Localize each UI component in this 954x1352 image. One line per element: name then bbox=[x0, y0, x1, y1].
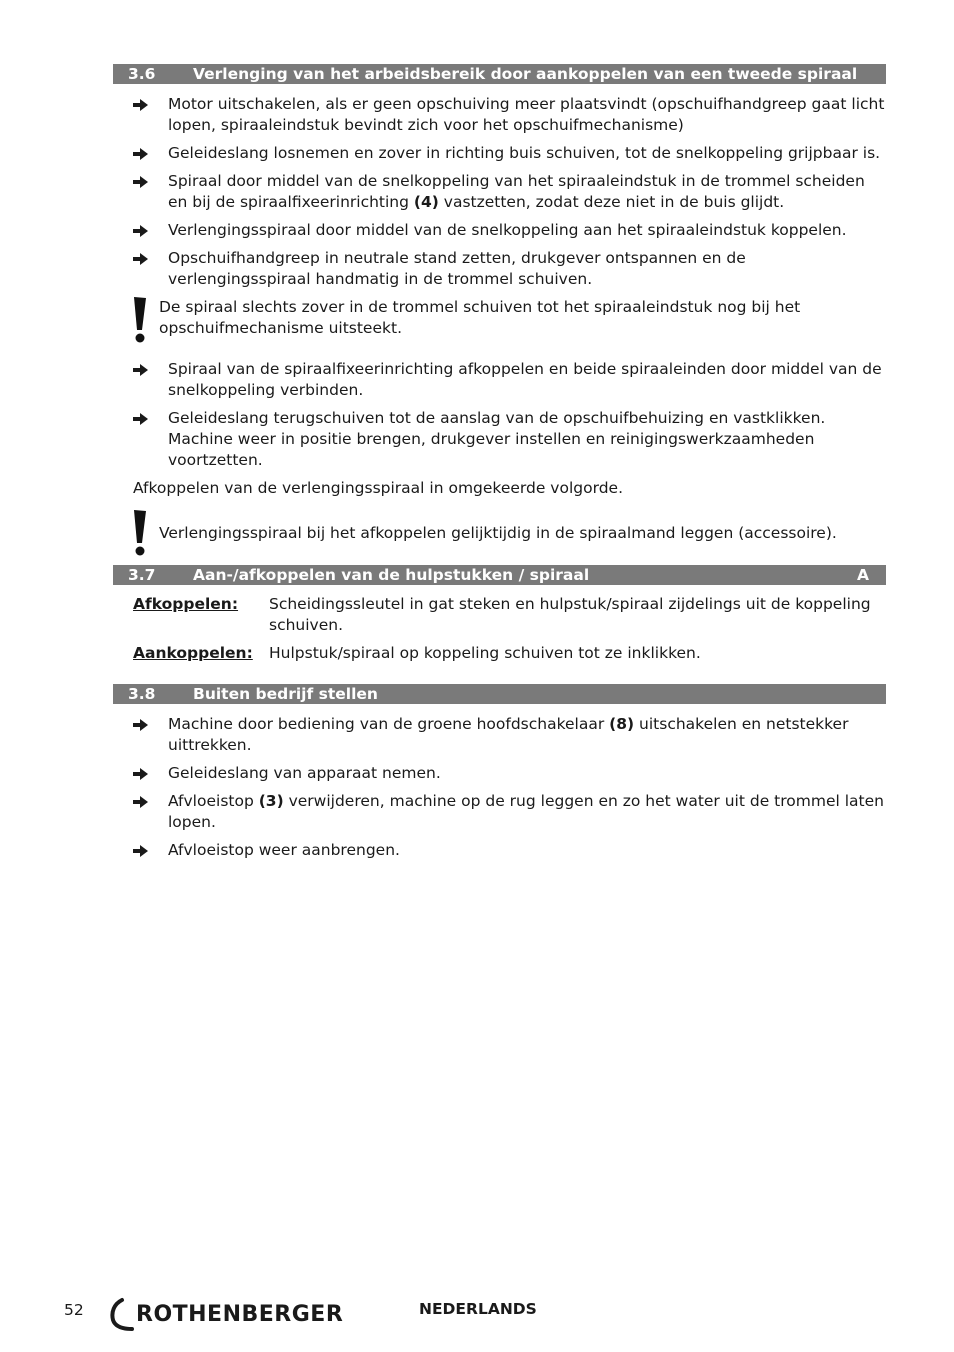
list-item bbox=[113, 763, 886, 784]
definition-term: Aankoppelen: bbox=[133, 644, 253, 662]
list-item-text: Afvloeistop weer aanbrengen. bbox=[168, 841, 400, 859]
list-item-text: Geleideslang van apparaat nemen. bbox=[168, 764, 441, 782]
list-item-text: Spiraal van de spiraalfixeerinrichting afkoppelen en beide spiraaleinden door middel van de snelkoppeling verbinden. bbox=[168, 360, 882, 399]
list-item-text bbox=[168, 714, 886, 756]
note-text: Afkoppelen van de verlengingsspiraal in omgekeerde volgorde. bbox=[133, 479, 623, 497]
list-item bbox=[113, 143, 886, 164]
list-item-text: Geleideslang terugschuiven tot de aanslag van de opschuifbehuizing en vastklikken. Machine weer in positie brengen, drukgever instellen en reinigingswerkzaamheden voortzetten. bbox=[168, 409, 826, 469]
section-title: Buiten bedrijf stellen bbox=[193, 685, 378, 703]
arrow-right-icon bbox=[113, 171, 168, 192]
section-header-3-6 bbox=[113, 64, 886, 84]
list-item-text bbox=[168, 171, 886, 213]
rothenberger-logo-icon bbox=[108, 1296, 134, 1332]
reference-number: (4) bbox=[413, 193, 439, 211]
section-title: Verlenging van het arbeidsbereik door aankoppelen van een tweede spiraal bbox=[193, 65, 858, 83]
definition-term: Afkoppelen: bbox=[133, 595, 239, 613]
arrow-right-icon bbox=[113, 248, 168, 269]
exclamation-icon bbox=[113, 508, 159, 558]
list-item bbox=[113, 248, 886, 290]
text-part: Spiraal door middel van de snelkoppeling van het spiraaleindstuk in de trommel scheiden en bij de spiraalfixeerinrichting bbox=[168, 172, 865, 211]
page-number: 52 bbox=[64, 1301, 84, 1319]
text-part: Machine door bediening van de groene hoofdschakelaar bbox=[168, 715, 610, 733]
list-item bbox=[113, 94, 886, 136]
list-item bbox=[113, 171, 886, 213]
list-item-text: Geleideslang losnemen en zover in richting buis schuiven, tot de snelkoppeling grijpbaar is. bbox=[168, 144, 881, 162]
section-number: 3.7 bbox=[128, 566, 156, 584]
list-item bbox=[113, 714, 886, 756]
text-part: uitschakelen en netstekker uittrekken. bbox=[168, 715, 849, 754]
list-item bbox=[113, 359, 886, 401]
text-part: vastzetten, zodat deze niet in de buis glijdt. bbox=[438, 193, 785, 211]
list-item-text: Verlengingsspiraal door middel van de snelkoppeling aan het spiraaleindstuk koppelen. bbox=[168, 221, 847, 239]
arrow-right-icon bbox=[113, 143, 168, 164]
list-item-text: Opschuifhandgreep in neutrale stand zetten, drukgever ontspannen en de verlengingsspiraal handmatig in de trommel schuiven. bbox=[168, 249, 746, 288]
section-title: Aan-/afkoppelen van de hulpstukken / spiraal bbox=[193, 566, 590, 584]
arrow-right-icon bbox=[113, 840, 168, 861]
list-item-text: Motor uitschakelen, als er geen opschuiving meer plaatsvindt (opschuifhandgreep gaat licht lopen, spiraaleindstuk bevindt zich voor het opschuifmechanisme) bbox=[168, 95, 885, 134]
definition-text: Hulpstuk/spiraal op koppeling schuiven tot ze inklikken. bbox=[269, 644, 701, 662]
definition-text: Scheidingssleutel in gat steken en hulpstuk/spiraal zijdelings uit de koppeling schuiven. bbox=[269, 595, 871, 634]
section-header-3-7 bbox=[113, 565, 886, 585]
section-header-3-8 bbox=[113, 684, 886, 704]
list-item bbox=[113, 220, 886, 241]
section-number: 3.6 bbox=[128, 65, 156, 83]
reference-number: (8) bbox=[609, 715, 635, 733]
arrow-right-icon bbox=[113, 408, 168, 429]
warning-note bbox=[113, 508, 886, 558]
definition-row bbox=[113, 643, 886, 664]
arrow-right-icon bbox=[113, 714, 168, 735]
list-item bbox=[113, 840, 886, 861]
brand-logo bbox=[108, 1296, 343, 1332]
arrow-right-icon bbox=[113, 359, 168, 380]
list-item bbox=[113, 408, 886, 471]
page-footer bbox=[64, 1296, 764, 1332]
arrow-right-icon bbox=[113, 763, 168, 784]
warning-text: De spiraal slechts zover in de trommel schuiven tot het spiraaleindstuk nog bij het opschuifmechanisme uitsteekt. bbox=[159, 298, 801, 337]
brand-name: ROTHENBERGER bbox=[136, 1301, 344, 1327]
warning-text: Verlengingsspiraal bij het afkoppelen gelijktijdig in de spiraalmand leggen (accessoire). bbox=[159, 523, 837, 542]
text-part: Afvloeistop bbox=[168, 792, 259, 810]
section-number: 3.8 bbox=[128, 685, 156, 703]
warning-note bbox=[113, 297, 886, 339]
section-tag: A bbox=[857, 566, 869, 584]
arrow-right-icon bbox=[113, 94, 168, 115]
arrow-right-icon bbox=[113, 220, 168, 241]
list-item bbox=[113, 791, 886, 833]
reference-number: (3) bbox=[258, 792, 284, 810]
text-part: verwijderen, machine op de rug leggen en zo het water uit de trommel laten lopen. bbox=[168, 792, 884, 831]
list-item-text bbox=[168, 791, 886, 833]
page-content bbox=[113, 64, 886, 861]
definition-row bbox=[113, 594, 886, 636]
arrow-right-icon bbox=[113, 791, 168, 812]
language-label: NEDERLANDS bbox=[419, 1300, 537, 1318]
